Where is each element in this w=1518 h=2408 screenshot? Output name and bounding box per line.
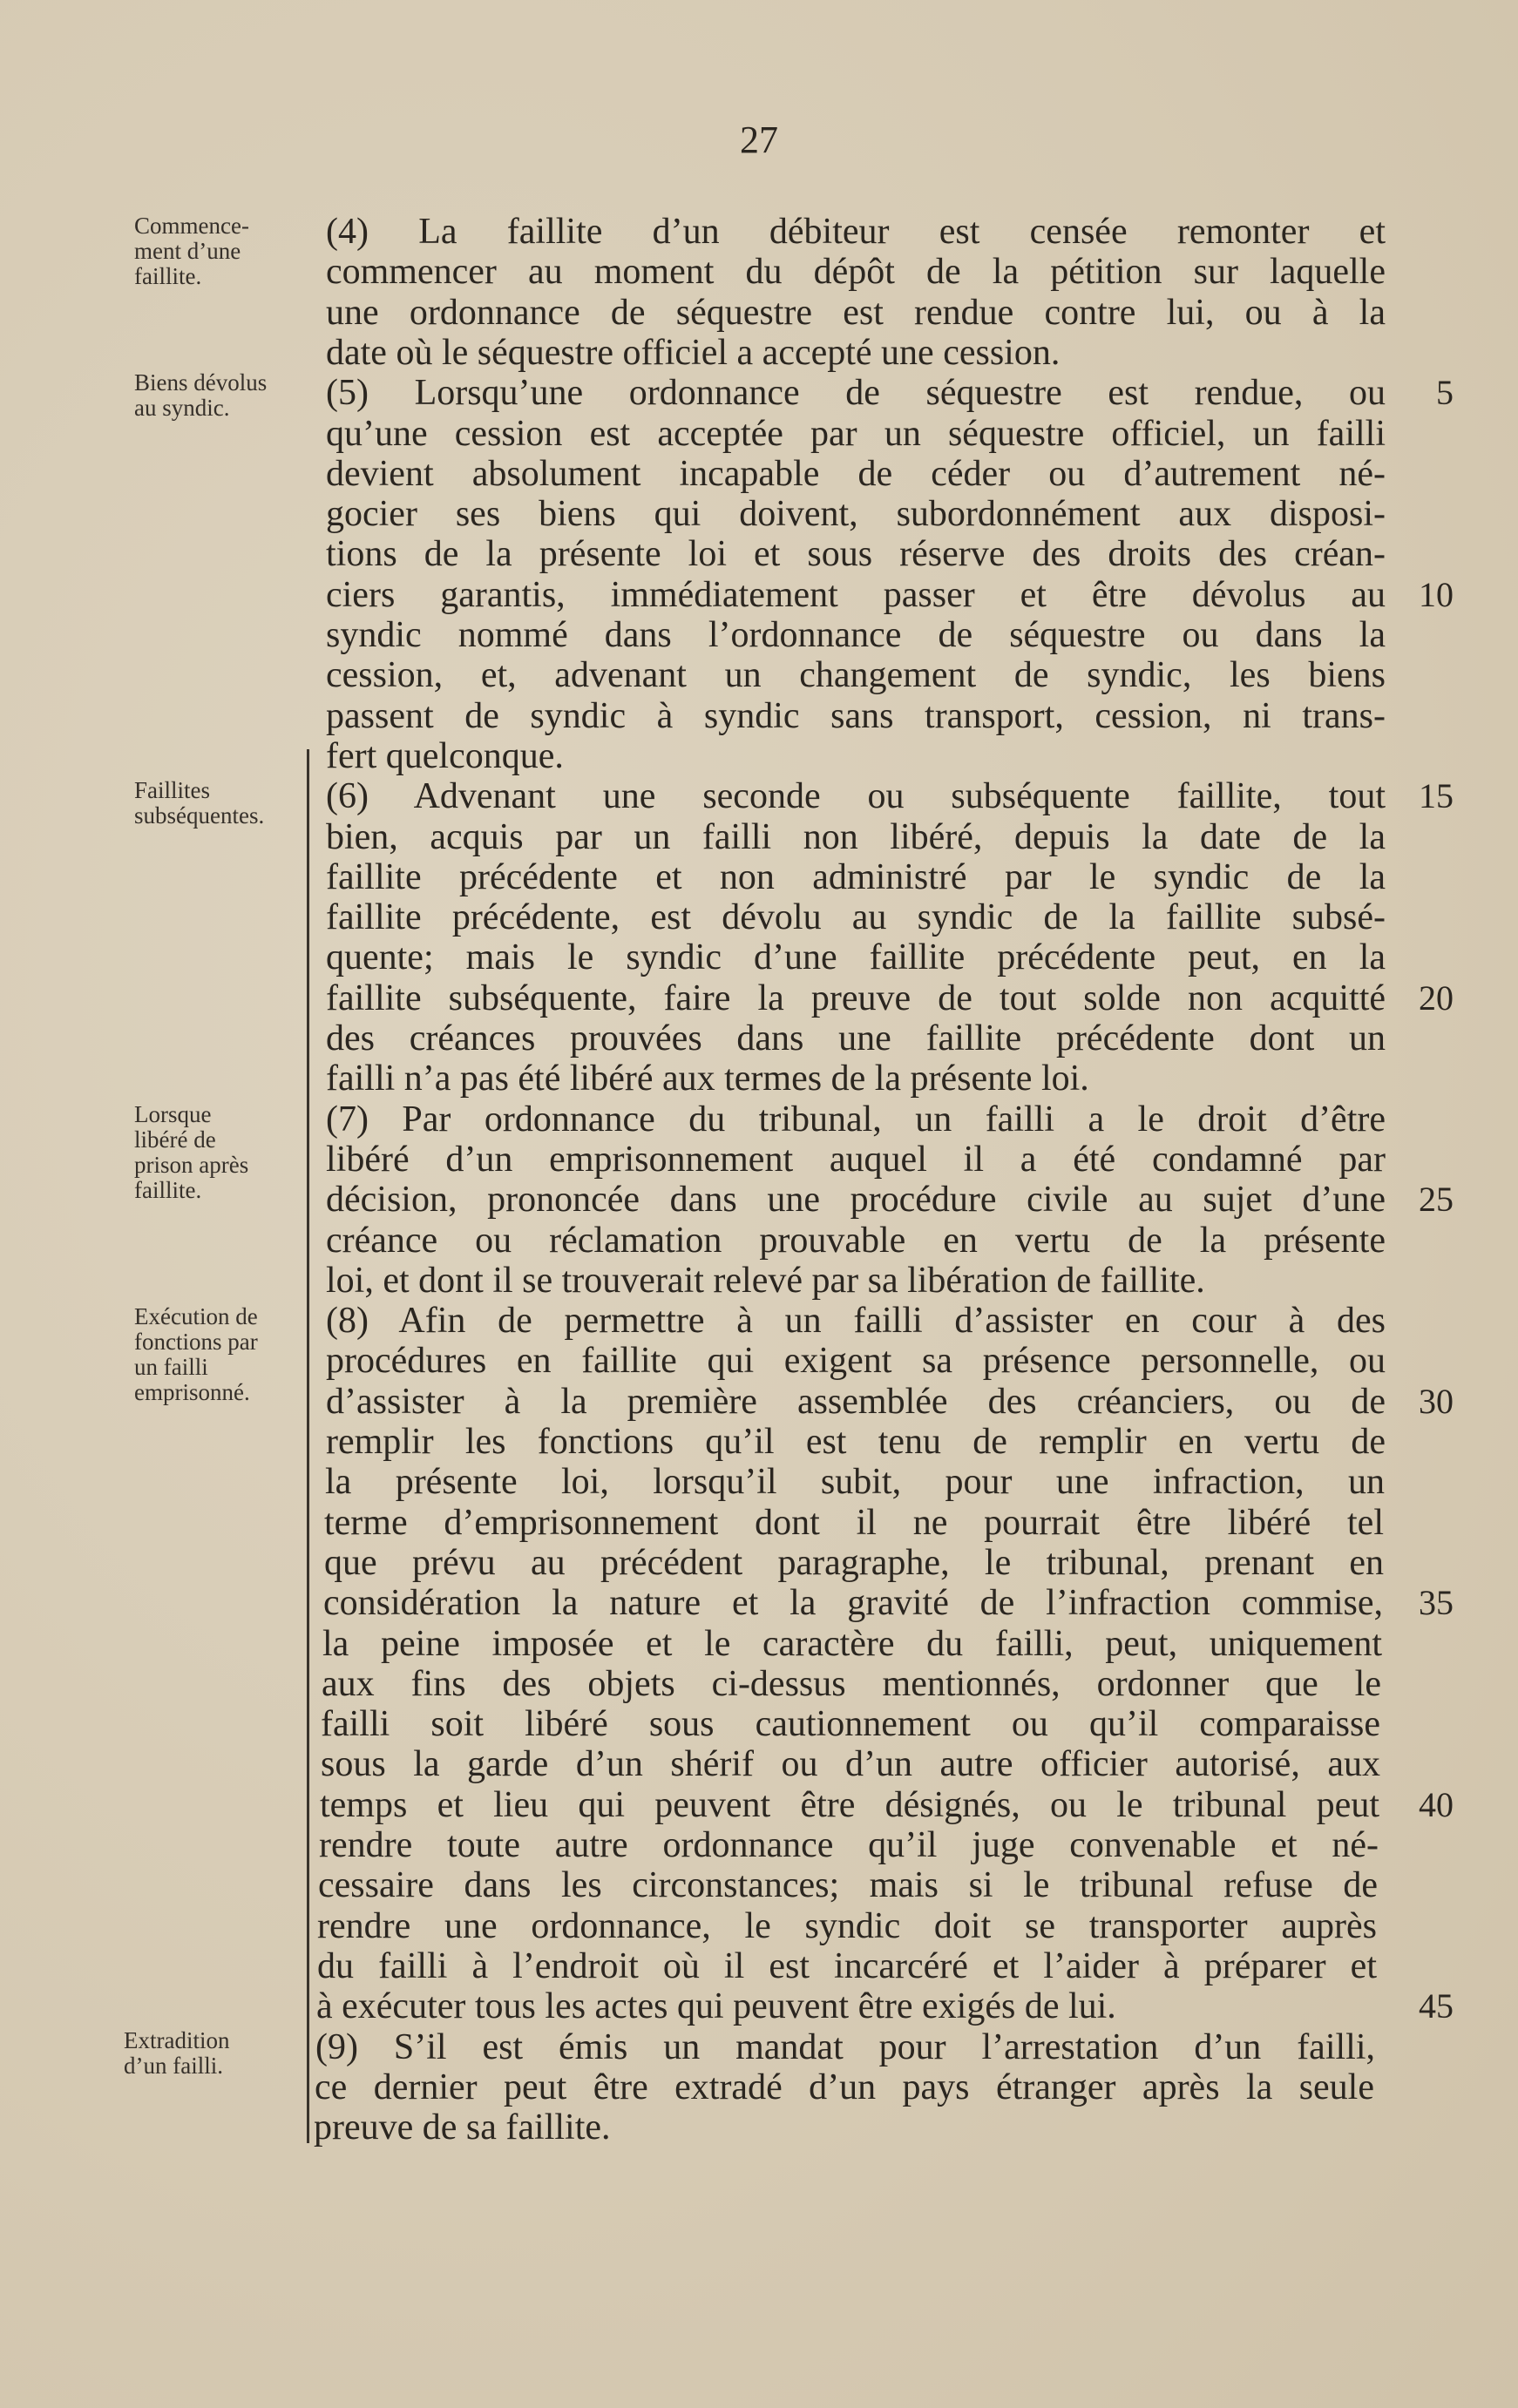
line-number: 45 — [1419, 1986, 1454, 2026]
text-line: terme d’emprisonnement dont il ne pourrait être libéré tel — [324, 1502, 1384, 1543]
text-line: la peine imposée et le caractère du failli, peut, uniquement — [322, 1623, 1382, 1664]
text-line: que prévu au précédent paragraphe, le tribunal, prenant en — [324, 1542, 1384, 1583]
text-line: quente; mais le syndic d’une faillite précédente peut, en la — [326, 937, 1386, 978]
line-number: 35 — [1419, 1583, 1454, 1623]
text-line: aux fins des objets ci-dessus mentionnés, ordonner que le — [322, 1663, 1381, 1704]
text-line: tions de la présente loi et sous réserve des droits des créan- — [326, 534, 1386, 575]
text-line: décision, prononcée dans une procédure civile au sujet d’une — [326, 1180, 1386, 1221]
text-line: passent de syndic à syndic sans transport, cession, ni trans- — [326, 695, 1386, 736]
page-number: 27 — [740, 118, 778, 161]
text-line: devient absolument incapable de céder ou d’autrement né- — [326, 453, 1386, 494]
text-line: la présente loi, lorsqu’il subit, pour une infraction, un — [325, 1462, 1385, 1503]
text-line: considération la nature et la gravité de l’infraction commise, — [323, 1583, 1383, 1624]
text-line: ciers garantis, immédiatement passer et être dévolus au — [326, 574, 1386, 615]
text-line: d’assister à la première assemblée des créanciers, ou de — [326, 1381, 1386, 1422]
text-line: ce dernier peut être extradé d’un pays étranger après la seule — [315, 2066, 1374, 2107]
text-line: des créances prouvées dans une faillite précédente dont un — [326, 1018, 1386, 1059]
text-line: sous la garde d’un shérif ou d’un autre officier autorisé, aux — [321, 1744, 1380, 1785]
text-line: (7) Par ordonnance du tribunal, un failli a le droit d’être — [326, 1099, 1386, 1140]
text-line: gocier ses biens qui doivent, subordonnément aux disposi- — [326, 494, 1386, 535]
text-line: syndic nommé dans l’ordonnance de séquestre ou dans la — [326, 615, 1386, 655]
line-number: 20 — [1419, 977, 1454, 1018]
text-line: preuve de sa faillite. — [314, 2107, 611, 2148]
text-line: fert quelconque. — [326, 735, 564, 776]
text-line: rendre toute autre ordonnance qu’il juge convenable et né- — [319, 1825, 1379, 1865]
text-line: du failli à l’endroit où il est incarcéré et l’aider à préparer et — [317, 1945, 1377, 1986]
text-line: créance ou réclamation prouvable en vertu de la présente — [326, 1220, 1386, 1261]
text-line: commencer au moment du dépôt de la pétition sur laquelle — [326, 252, 1386, 293]
line-number: 40 — [1419, 1784, 1454, 1824]
margin-rule — [307, 749, 309, 2143]
text-line: remplir les fonctions qu’il est tenu de remplir en vertu de — [326, 1422, 1386, 1462]
margin-note-faillites-subsequentes: Faillites subséquentes. — [134, 777, 265, 829]
text-line: une ordonnance de séquestre est rendue contre lui, ou à la — [326, 292, 1386, 333]
text-line: faillite précédente, est dévolu au syndic de la faillite subsé- — [326, 897, 1386, 938]
line-number: 30 — [1419, 1381, 1454, 1421]
text-line: à exécuter tous les actes qui peuvent être exigés de lui. — [316, 1986, 1116, 2027]
text-line: date où le séquestre officiel a accepté une cession. — [326, 332, 1061, 373]
text-line: (6) Advenant une seconde ou subséquente faillite, tout — [326, 776, 1386, 817]
line-number: 25 — [1419, 1180, 1454, 1220]
text-line: (9) S’il est émis un mandat pour l’arrestation d’un failli, — [315, 2026, 1375, 2067]
margin-note-commencement: Commence- ment d’une faillite. — [134, 213, 249, 289]
text-line: bien, acquis par un failli non libéré, depuis la date de la — [326, 816, 1386, 857]
text-line: failli soit libéré sous cautionnement ou qu’il comparaisse — [321, 1704, 1380, 1745]
text-line: faillite subséquente, faire la preuve de tout solde non acquitté — [326, 977, 1386, 1018]
text-line: temps et lieu qui peuvent être désignés, ou le tribunal peut — [320, 1784, 1379, 1825]
line-number: 10 — [1419, 574, 1454, 614]
line-number: 5 — [1436, 373, 1454, 413]
line-number: 15 — [1419, 776, 1454, 816]
margin-note-biens-devolus: Biens dévolus au syndic. — [134, 369, 268, 421]
text-line: faillite précédente et non administré par le syndic de la — [326, 856, 1386, 897]
text-line: failli n’a pas été libéré aux termes de la présente loi. — [326, 1059, 1089, 1099]
text-line: (8) Afin de permettre à un failli d’assister en cour à des — [326, 1301, 1386, 1342]
text-line: loi, et dont il se trouverait relevé par sa libération de faillite. — [326, 1260, 1205, 1301]
margin-note-extradition: Extradition d’un failli. — [124, 2027, 230, 2079]
text-line: cession, et, advenant un changement de syndic, les biens — [326, 655, 1386, 696]
text-line: cessaire dans les circonstances; mais si le tribunal refuse de — [318, 1865, 1378, 1906]
text-line: procédures en faillite qui exigent sa présence personnelle, ou — [326, 1341, 1386, 1382]
text-line: qu’une cession est acceptée par un séquestre officiel, un failli — [326, 413, 1386, 454]
text-line: libéré d’un emprisonnement auquel il a été condamné par — [326, 1139, 1386, 1180]
margin-note-execution-fonctions: Exécution de fonctions par un failli emprisonné. — [134, 1303, 258, 1405]
margin-note-libere-de-prison: Lorsque libéré de prison après faillite. — [134, 1101, 249, 1203]
text-line: (4) La faillite d’un débiteur est censée remonter et — [326, 212, 1386, 252]
text-line: rendre une ordonnance, le syndic doit se transporter auprès — [317, 1905, 1377, 1946]
text-line: (5) Lorsqu’une ordonnance de séquestre est rendue, ou — [326, 373, 1386, 414]
